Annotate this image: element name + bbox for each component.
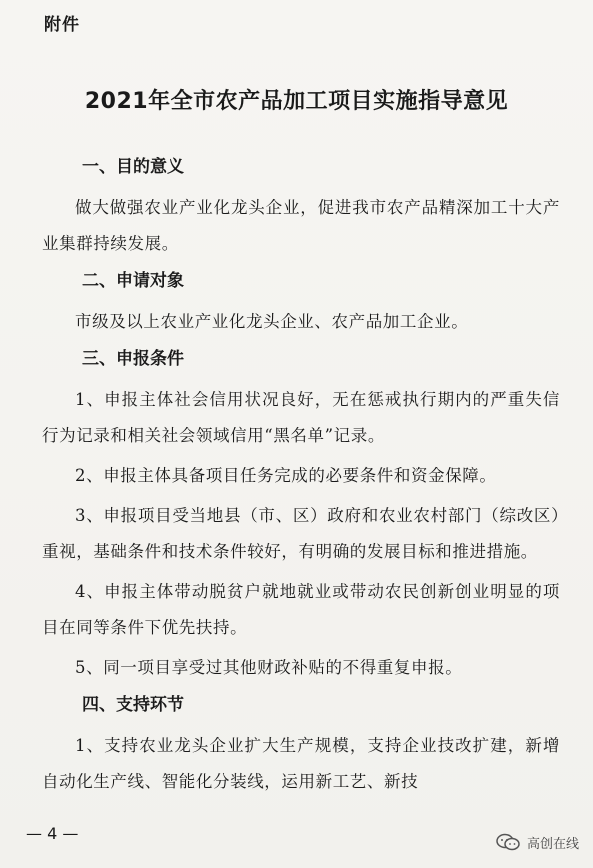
document-title: 2021年全市农产品加工项目实施指导意见 [84,89,509,114]
section-heading: 三、申报条件 [82,349,184,369]
section-heading: 二、申请对象 [82,271,184,291]
paragraph: 1、支持农业龙头企业扩大生产规模，支持企业技改扩建，新增自动化生产线、智能化分装线，运用新工艺、新技 [42,736,560,791]
paragraph: 1、申报主体社会信用状况良好，无在惩戒执行期内的严重失信行为记录和相关社会领域信用“黑名单”记录。 [42,390,560,445]
section-heading: 四、支持环节 [82,695,184,715]
paragraph: 做大做强农业产业化龙头企业，促进我市农产品精深加工十大产业集群持续发展。 [42,198,560,253]
watermark [495,832,579,852]
document-body [42,152,560,804]
attachment-label: 附件 [44,15,80,35]
watermark-text: 高创在线 [526,836,579,852]
paragraph: 2、申报主体具备项目任务完成的必要条件和资金保障。 [75,466,497,485]
paragraph: 4、申报主体带动脱贫户就地就业或带动农民创新创业明显的项目在同等条件下优先扶持。 [42,582,560,637]
paragraph: 3、申报项目受当地县（市、区）政府和农业农村部门（综改区）重视，基础条件和技术条件较好，有明确的发展目标和推进措施。 [42,506,560,561]
wechat-icon [495,832,521,852]
paragraph: 5、同一项目享受过其他财政补贴的不得重复申报。 [75,658,463,677]
paragraph: 市级及以上农业产业化龙头企业、农产品加工企业。 [75,312,469,331]
page-number: — 4 — [26,824,79,843]
section-heading: 一、目的意义 [82,157,184,177]
